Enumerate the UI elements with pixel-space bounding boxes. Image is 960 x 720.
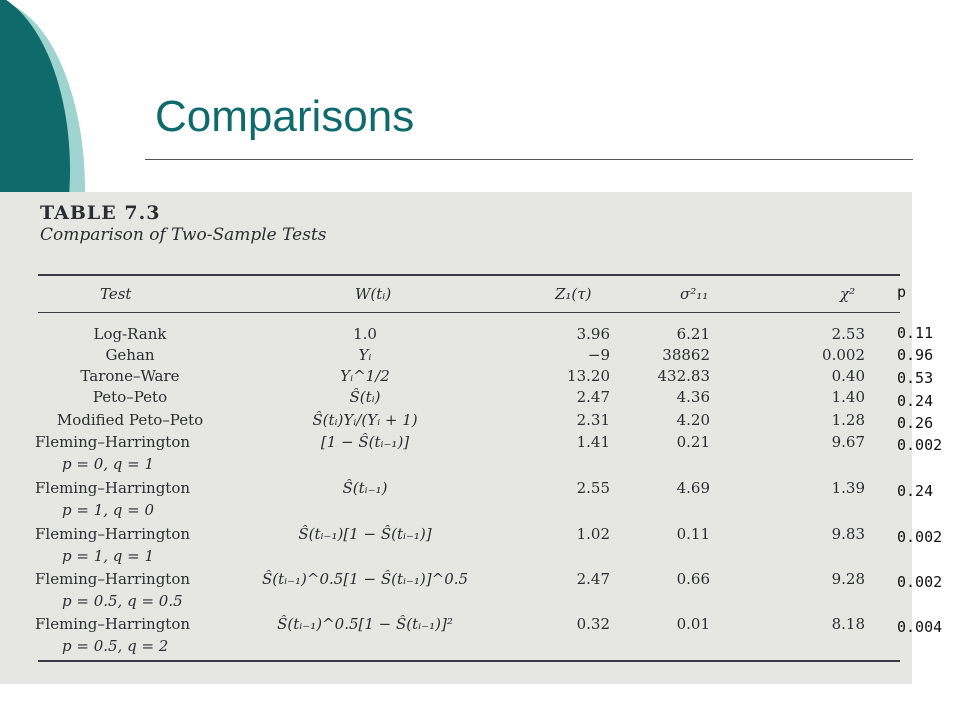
table-row bbox=[0, 479, 912, 523]
p-value: 0.004 bbox=[897, 618, 943, 636]
scanned-table-image bbox=[0, 192, 912, 684]
p-value: 0.002 bbox=[897, 528, 943, 546]
slide-title: Comparisons bbox=[155, 92, 415, 141]
cell-weight: Yᵢ^1/2 bbox=[340, 367, 390, 385]
cell-weight: Ŝ(tᵢ₋₁) bbox=[342, 479, 388, 497]
cell-chi2: 9.67 bbox=[831, 433, 865, 451]
cell-z: 3.96 bbox=[576, 325, 610, 343]
cell-z: 1.41 bbox=[576, 433, 610, 451]
cell-test: Gehan bbox=[105, 346, 155, 364]
cell-chi2: 2.53 bbox=[831, 325, 865, 343]
cell-chi2: 9.83 bbox=[831, 525, 865, 543]
cell-test: Log-Rank bbox=[93, 325, 167, 343]
table-row bbox=[0, 411, 912, 433]
cell-chi2: 1.39 bbox=[831, 479, 865, 497]
title-underline bbox=[145, 159, 913, 160]
table-row bbox=[0, 570, 912, 614]
cell-chi2: 0.002 bbox=[822, 346, 865, 364]
table-subtitle: Comparison of Two-Sample Tests bbox=[40, 225, 327, 245]
header-sigma: σ²₁₁ bbox=[680, 285, 709, 303]
table-row bbox=[0, 525, 912, 569]
table-row bbox=[0, 433, 912, 477]
cell-sigma: 4.36 bbox=[676, 388, 710, 406]
cell-chi2: 8.18 bbox=[831, 615, 865, 633]
cell-chi2: 9.28 bbox=[831, 570, 865, 588]
cell-z: 2.47 bbox=[576, 570, 610, 588]
table-row bbox=[0, 325, 912, 347]
header-weight: W(tᵢ) bbox=[355, 285, 392, 303]
cell-weight: Ŝ(tᵢ₋₁)[1 − Ŝ(tᵢ₋₁)] bbox=[298, 525, 432, 543]
cell-z: 2.47 bbox=[576, 388, 610, 406]
p-value: 0.26 bbox=[897, 414, 934, 432]
cell-sigma: 4.20 bbox=[676, 411, 710, 429]
table-top-rule bbox=[38, 274, 900, 276]
p-value: 0.24 bbox=[897, 482, 934, 500]
table-row bbox=[0, 346, 912, 368]
cell-test: Tarone–Ware bbox=[80, 367, 180, 385]
cell-sigma: 4.69 bbox=[676, 479, 710, 497]
cell-test: Fleming–Harrington bbox=[35, 525, 191, 543]
p-value: 0.002 bbox=[897, 436, 943, 454]
cell-weight: 1.0 bbox=[353, 325, 377, 343]
table-bottom-rule bbox=[38, 660, 900, 662]
table-row bbox=[0, 388, 912, 410]
cell-weight: Ŝ(tᵢ)Yᵢ/(Yᵢ + 1) bbox=[312, 411, 418, 429]
cell-chi2: 0.40 bbox=[831, 367, 865, 385]
cell-test: Fleming–Harrington bbox=[35, 479, 191, 497]
cell-z: 2.31 bbox=[576, 411, 610, 429]
table-title: TABLE 7.3 bbox=[40, 202, 161, 224]
cell-weight: Ŝ(tᵢ₋₁)^0.5[1 − Ŝ(tᵢ₋₁)]² bbox=[277, 615, 453, 633]
cell-sigma: 0.21 bbox=[676, 433, 710, 451]
cell-z: 1.02 bbox=[576, 525, 610, 543]
cell-test-params: p = 0.5, q = 2 bbox=[62, 637, 169, 655]
cell-sigma: 38862 bbox=[662, 346, 710, 364]
header-test: Test bbox=[100, 285, 132, 303]
cell-weight: Ŝ(tᵢ₋₁)^0.5[1 − Ŝ(tᵢ₋₁)]^0.5 bbox=[261, 570, 469, 588]
table-row bbox=[0, 615, 912, 659]
header-chi2: χ² bbox=[840, 285, 856, 303]
cell-z: 0.32 bbox=[576, 615, 610, 633]
cell-weight: [1 − Ŝ(tᵢ₋₁)] bbox=[320, 433, 410, 451]
cell-test: Peto–Peto bbox=[92, 388, 168, 406]
cell-sigma: 0.01 bbox=[676, 615, 710, 633]
cell-sigma: 432.83 bbox=[657, 367, 710, 385]
p-value: 0.24 bbox=[897, 392, 934, 410]
p-value: 0.002 bbox=[897, 573, 943, 591]
p-value: 0.11 bbox=[897, 324, 934, 342]
cell-sigma: 0.66 bbox=[676, 570, 710, 588]
cell-chi2: 1.40 bbox=[831, 388, 865, 406]
cell-z: −9 bbox=[587, 346, 610, 364]
cell-test-params: p = 0.5, q = 0.5 bbox=[62, 592, 183, 610]
cell-z: 13.20 bbox=[567, 367, 610, 385]
cell-test: Fleming–Harrington bbox=[35, 433, 191, 451]
p-value: 0.96 bbox=[897, 346, 934, 364]
cell-test: Fleming–Harrington bbox=[35, 570, 191, 588]
corner-decoration bbox=[0, 0, 120, 200]
cell-weight: Yᵢ bbox=[358, 346, 372, 364]
header-z: Z₁(τ) bbox=[555, 285, 592, 303]
cell-weight: Ŝ(tᵢ) bbox=[349, 388, 381, 406]
cell-sigma: 6.21 bbox=[676, 325, 710, 343]
cell-sigma: 0.11 bbox=[676, 525, 710, 543]
p-value: 0.53 bbox=[897, 369, 934, 387]
cell-test-params: p = 1, q = 1 bbox=[62, 547, 155, 565]
table-header-rule bbox=[38, 312, 900, 313]
table-row bbox=[0, 367, 912, 389]
cell-test-params: p = 1, q = 0 bbox=[62, 501, 155, 519]
cell-test: Fleming–Harrington bbox=[35, 615, 191, 633]
p-column-header: p bbox=[897, 283, 907, 301]
cell-test: Modified Peto–Peto bbox=[56, 411, 204, 429]
cell-test-params: p = 0, q = 1 bbox=[62, 455, 155, 473]
cell-z: 2.55 bbox=[576, 479, 610, 497]
cell-chi2: 1.28 bbox=[831, 411, 865, 429]
